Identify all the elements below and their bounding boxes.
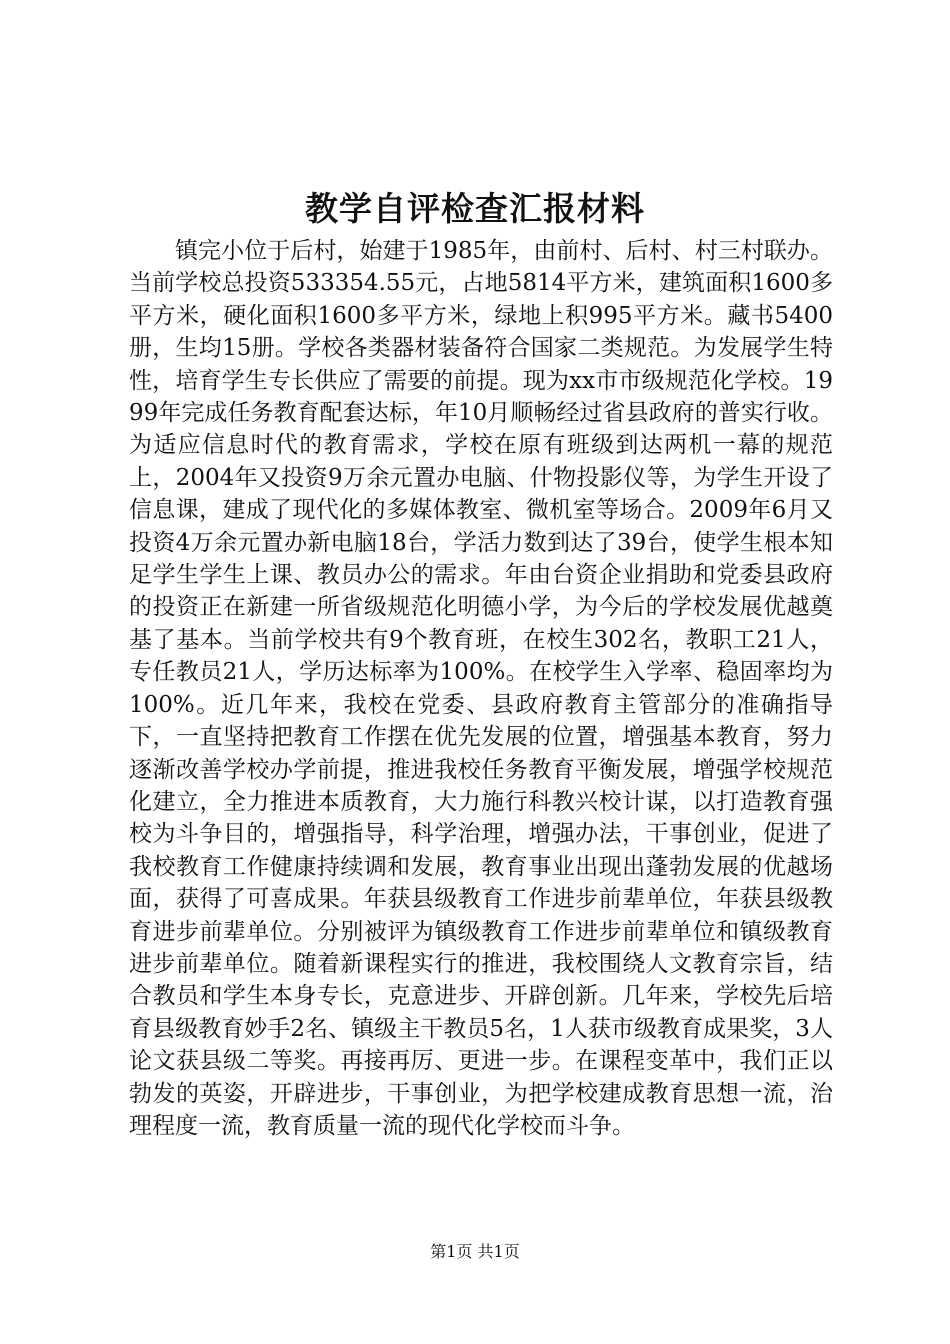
page-footer: 第1页 共1页: [430, 1242, 520, 1261]
body-paragraph: 镇完小位于后村，始建于1985年，由前村、后村、村三村联办。当前学校总投资533354.55元，占地5814平方米，建筑面积1600多平方米，硬化面积1600多平方米，绿地上积995平方米。藏书5400册，生均15册。学校各类器材装备符合国家二类规范。为发展学生特性，培育学生专长供应了需要的前提。现为xx市市级规范化学校。1999年完成任务教育配套达标，年10月顺畅经过省县政府的普实行收。为适应信息时代的教育需求，学校在原有班级到达两机一幕的规范上，2004年又投资9万余元置办电脑、什物投影仪等，为学生开设了信息课，建成了现代化的多媒体教室、微机室等场合。2009年6月又投资4万余元置办新电脑18台，学活力数到达了39台，使学生根本知足学生学生上课、教员办公的需求。年由台资企业捐助和党委县政府的投资正在新建一所省级规范化明德小学，为今后的学校发展优越奠基了基本。当前学校共有9个教育班，在校生302名，教职工21人，专任教员21人，学历达标率为100%。在校学生入学率、稳固率均为100%。近几年来，我校在党委、县政府教育主管部分的准确指导下，一直坚持把教育工作摆在优先发展的位置，增强基本教育，努力逐渐改善学校办学前提，推进我校任务教育平衡发展，增强学校规范化建立，全力推进本质教育，大力施行科教兴校计谋，以打造教育强校为斗争目的，增强指导，科学治理，增强办法，干事创业，促进了我校教育工作健康持续调和发展，教育事业出现出蓬勃发展的优越场面，获得了可喜成果。年获县级教育工作进步前辈单位，年获县级教育进步前辈单位。分别被评为镇级教育工作进步前辈单位和镇级教育进步前辈单位。随着新课程实行的推进，我校围绕人文教育宗旨，结合教员和学生本身专长，克意进步、开辟创新。几年来，学校先后培育县级教育妙手2名、镇级主干教员5名，1人获市级教育成果奖，3人论文获县级二等奖。再接再厉、更进一步。在课程变革中，我们正以勃发的英姿，开辟进步，干事创业，为把学校建成教育思想一流，治理程度一流，教育质量一流的现代化学校而斗争。: [129, 238, 833, 1139]
document-title: 教学自评检查汇报材料: [305, 189, 645, 228]
